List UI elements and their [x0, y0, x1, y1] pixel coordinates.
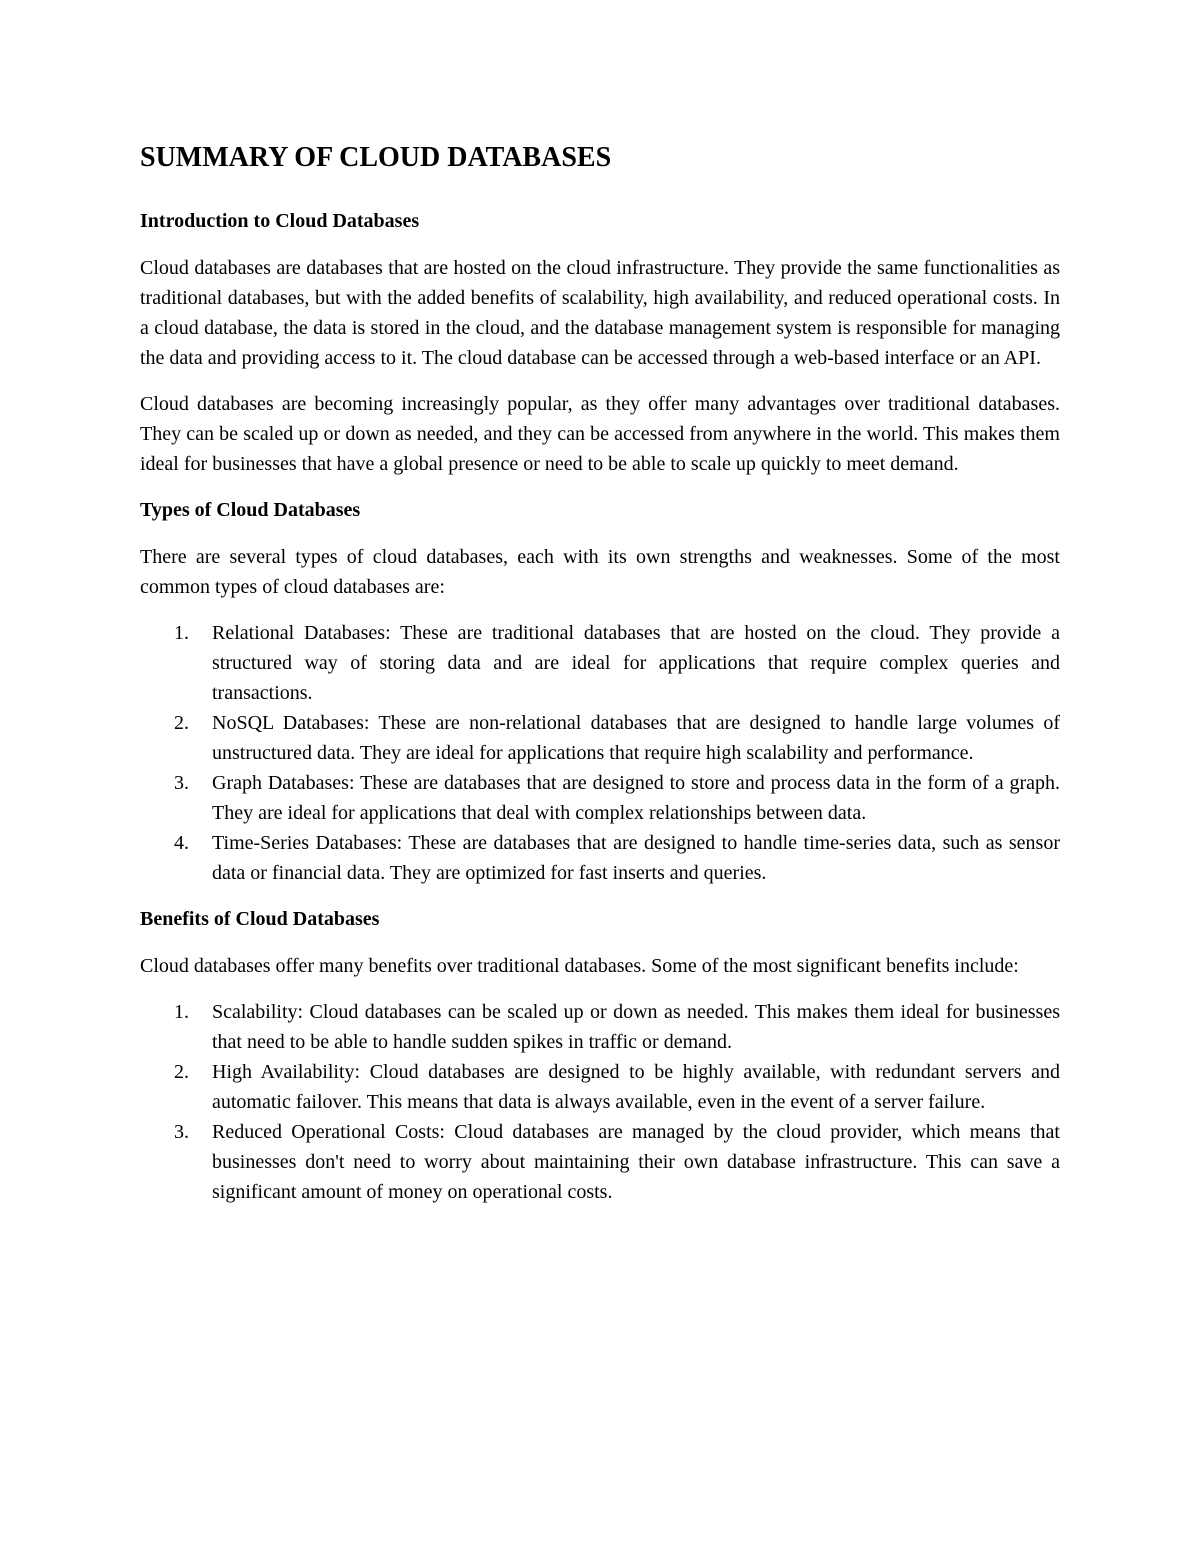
section-benefits [140, 904, 1060, 1207]
list-item [140, 618, 1060, 708]
list-item [140, 1057, 1060, 1117]
document-title: SUMMARY OF CLOUD DATABASES [140, 142, 612, 173]
list-number: 3. [174, 1121, 189, 1143]
benefits-list [140, 997, 1060, 1207]
document-page [140, 138, 1060, 1223]
section-types [140, 495, 1060, 888]
paragraph: There are several types of cloud databases, each with its own strengths and weaknesses. Some of the most common types of cloud databases are: [140, 546, 1060, 598]
paragraph: Cloud databases are databases that are hosted on the cloud infrastructure. They provide the same functionalities as traditional databases, but with the added benefits of scalability, high availability, and reduced operational costs. In a cloud database, the data is stored in the cloud, and the database management system is responsible for managing the data and providing access to it. The cloud database can be accessed through a web-based interface or an API. [140, 257, 1060, 369]
list-item-text: Scalability: Cloud databases can be scaled up or down as needed. This makes them ideal for businesses that need to be able to handle sudden spikes in traffic or demand. [212, 1001, 1060, 1053]
paragraph: Cloud databases offer many benefits over traditional databases. Some of the most significant benefits include: [140, 955, 1019, 977]
section-heading: Types of Cloud Databases [140, 499, 361, 521]
list-number: 4. [174, 832, 189, 854]
list-number: 3. [174, 772, 189, 794]
list-number: 2. [174, 1061, 189, 1083]
list-item [140, 1117, 1060, 1207]
list-item-text: Reduced Operational Costs: Cloud databases are managed by the cloud provider, which means that businesses don't need to worry about maintaining their own database infrastructure. This can save a significant amount of money on operational costs. [212, 1121, 1060, 1203]
section-introduction [140, 206, 1060, 479]
list-item [140, 997, 1060, 1057]
paragraph: Cloud databases are becoming increasingly popular, as they offer many advantages over traditional databases. They can be scaled up or down as needed, and they can be accessed from anywhere in the world. This makes them ideal for businesses that have a global presence or need to be able to scale up quickly to meet demand. [140, 393, 1060, 475]
list-number: 1. [174, 622, 189, 644]
list-number: 1. [174, 1001, 189, 1023]
list-item-text: Graph Databases: These are databases that are designed to store and process data in the form of a graph. They are ideal for applications that deal with complex relationships between data. [212, 772, 1060, 824]
section-heading: Benefits of Cloud Databases [140, 908, 380, 930]
list-item [140, 828, 1060, 888]
list-number: 2. [174, 712, 189, 734]
types-list [140, 618, 1060, 888]
list-item [140, 708, 1060, 768]
list-item [140, 768, 1060, 828]
section-heading: Introduction to Cloud Databases [140, 210, 420, 232]
list-item-text: High Availability: Cloud databases are designed to be highly available, with redundant servers and automatic failover. This means that data is always available, even in the event of a server failure. [212, 1061, 1060, 1113]
list-item-text: Time-Series Databases: These are databases that are designed to handle time-series data, such as sensor data or financial data. They are optimized for fast inserts and queries. [212, 832, 1060, 884]
list-item-text: NoSQL Databases: These are non-relational databases that are designed to handle large volumes of unstructured data. They are ideal for applications that require high scalability and performance. [212, 712, 1060, 764]
list-item-text: Relational Databases: These are traditional databases that are hosted on the cloud. They provide a structured way of storing data and are ideal for applications that require complex queries and transactions. [212, 622, 1060, 704]
